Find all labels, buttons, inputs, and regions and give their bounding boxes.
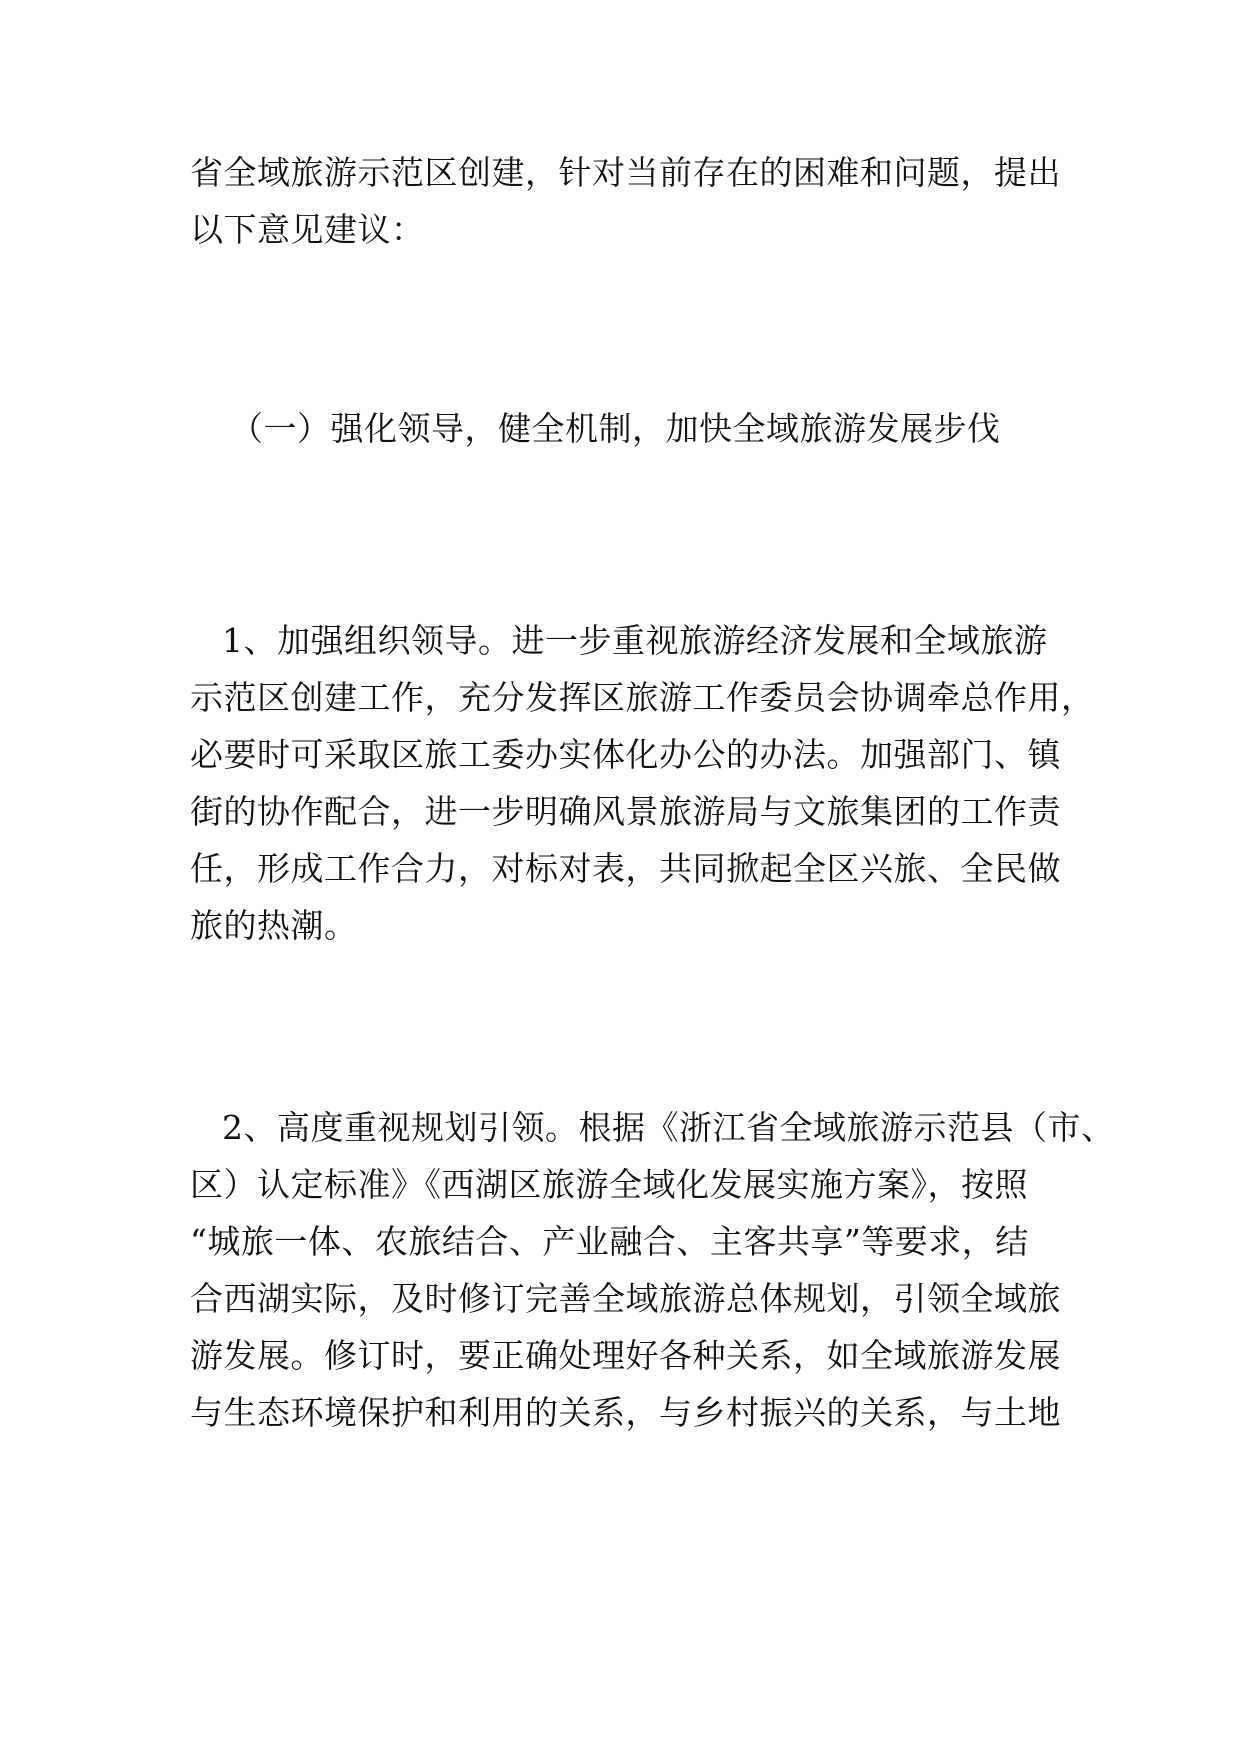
text-line: 1、加强组织领导。进一步重视旅游经济发展和全域旅游 <box>222 621 1048 660</box>
item-1-paragraph <box>190 612 1095 954</box>
text-line: 旅的热潮。 <box>190 906 358 945</box>
section-heading: （一）强化领导，健全机制，加快全域旅游发展步伐 <box>230 409 1001 448</box>
text-line: 2、高度重视规划引领。根据《浙江省全域旅游示范县（市、 <box>222 1108 1115 1147</box>
text-line: 与生态环境保护和利用的关系，与乡村振兴的关系，与土地 <box>190 1393 1061 1432</box>
text-line: “城旅一体、农旅结合、产业融合、主客共享”等要求，结 <box>190 1222 1029 1261</box>
text-line: 区）认定标准》《西湖区旅游全域化发展实施方案》，按照 <box>190 1165 1028 1204</box>
text-line: 必要时可采取区旅工委办实体化办公的办法。加强部门、镇 <box>190 735 1061 774</box>
item-2-paragraph <box>190 1099 1115 1441</box>
text-line: 示范区创建工作，充分发挥区旅游工作委员会协调牵总作用， <box>190 678 1095 717</box>
text-line: 合西湖实际，及时修订完善全域旅游总体规划，引领全域旅 <box>190 1279 1061 1318</box>
text-line: 街的协作配合，进一步明确风景旅游局与文旅集团的工作责 <box>190 792 1061 831</box>
intro-paragraph <box>190 144 1061 258</box>
text-line: 任，形成工作合力，对标对表，共同掀起全区兴旅、全民做 <box>190 849 1061 888</box>
text-line: 游发展。修订时，要正确处理好各种关系，如全域旅游发展 <box>190 1336 1061 1375</box>
text-line: 以下意见建议： <box>190 210 425 249</box>
text-line: 省全域旅游示范区创建，针对当前存在的困难和问题，提出 <box>190 153 1061 192</box>
